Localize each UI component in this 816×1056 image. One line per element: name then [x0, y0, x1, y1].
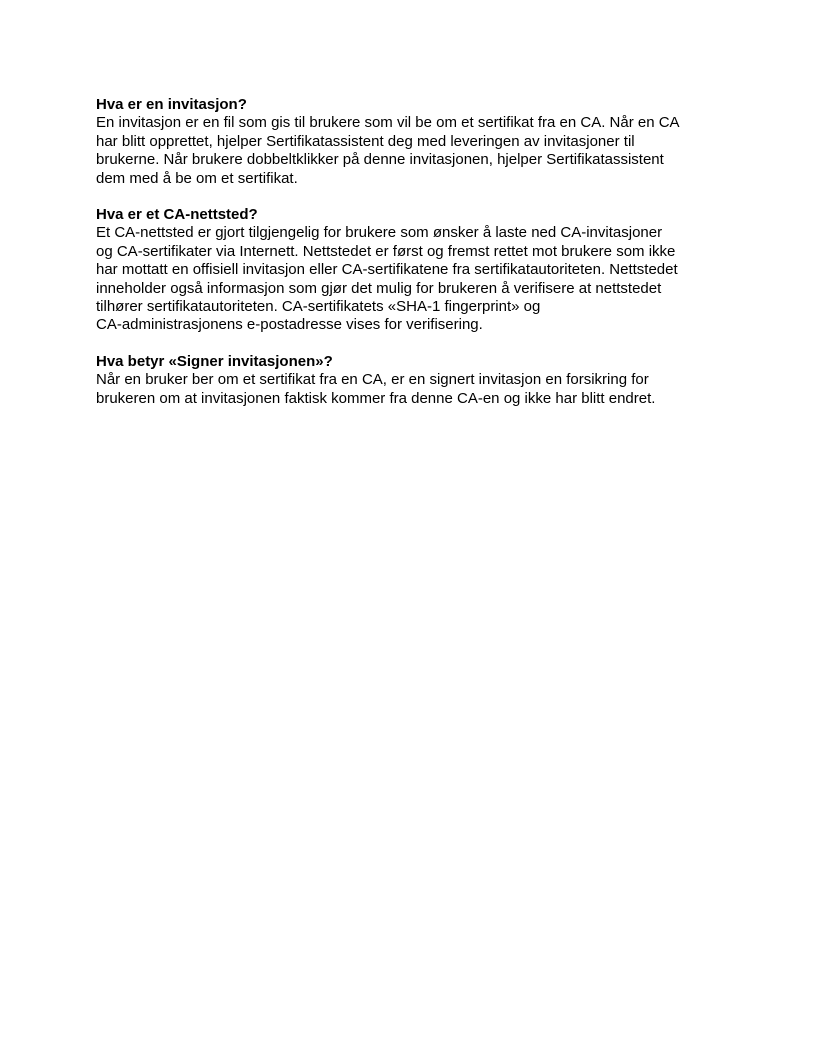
body-line: inneholder også informasjon som gjør det mulig for brukeren å verifisere at nettstedet	[96, 279, 662, 297]
section-ca-website	[96, 206, 726, 335]
section-heading: Hva er et CA-nettsted?	[96, 206, 258, 224]
body-line: Et CA-nettsted er gjort tilgjengelig for brukere som ønsker å laste ned CA-invitasjoner	[96, 224, 663, 242]
section-invitation	[96, 96, 726, 188]
document-page	[96, 96, 726, 426]
body-line: dem med å be om et sertifikat.	[96, 169, 298, 187]
section-heading: Hva er en invitasjon?	[96, 96, 247, 113]
body-line: har blitt opprettet, hjelper Sertifikatassistent deg med leveringen av invitasjoner til	[96, 132, 635, 150]
section-heading: Hva betyr «Signer invitasjonen»?	[96, 352, 333, 370]
body-line: tilhører sertifikatautoriteten. CA-sertifikatets «SHA-1 fingerprint» og	[96, 298, 541, 316]
section-body	[96, 371, 726, 408]
section-sign-invitation	[96, 353, 726, 408]
body-line: En invitasjon er en fil som gis til brukere som vil be om et sertifikat fra en CA. Når en CA	[96, 114, 680, 132]
body-line: Når en bruker ber om et sertifikat fra en CA, er en signert invitasjon en forsikring for	[96, 371, 649, 389]
section-body	[96, 224, 726, 334]
section-body	[96, 114, 726, 188]
body-line: har mottatt en offisiell invitasjon eller CA-sertifikatene fra sertifikatautoriteten. Nettstedet	[96, 261, 678, 279]
body-line: og CA-sertifikater via Internett. Nettstedet er først og fremst rettet mot brukere som ikke	[96, 242, 676, 260]
body-line: brukeren om at invitasjonen faktisk kommer fra denne CA-en og ikke har blitt endret.	[96, 389, 656, 407]
body-line: brukerne. Når brukere dobbeltklikker på denne invitasjonen, hjelper Sertifikatassistent	[96, 151, 664, 169]
body-line: CA-administrasjonens e-postadresse vises for verifisering.	[96, 316, 483, 334]
